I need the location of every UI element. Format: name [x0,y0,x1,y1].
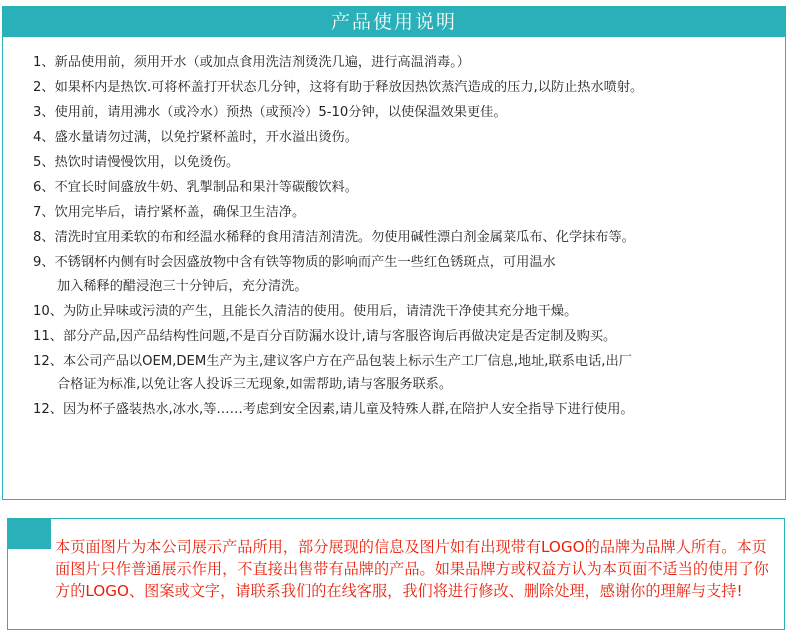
instruction-continuation: 合格证为标准,以免让客人投诉三无现象,如需帮助,请与客服务联系。 [57,377,453,392]
instruction-item: 7、饮用完毕后，请拧紧杯盖，确保卫生洁净。 [33,205,306,220]
instruction-item: 5、热饮时请慢慢饮用，以免烫伤。 [33,155,240,170]
disclaimer-box [7,518,785,630]
instruction-item: 2、如果杯内是热饮.可将杯盖打开状态几分钟，这将有助于释放因热饮蒸汽造成的压力,以防止热水喷射。 [33,80,644,95]
instruction-item: 8、清洗时宜用柔软的布和经温水稀释的食用清洁剂清洗。勿使用碱性漂白剂金属菜瓜布、化学抹布等。 [33,230,635,245]
instructions-panel [2,6,786,500]
disclaimer-accent-block [8,519,51,549]
instruction-item: 1、新品使用前，须用开水（或加点食用洗洁剂烫洗几遍，进行高温消毒。） [33,55,470,70]
instruction-item: 9、不锈钢杯内侧有时会因盛放物中含有铁等物质的影响而产生一些红色锈斑点，可用温水 加入稀释的醋浸泡三十分钟后，充分清洗。 [33,251,643,298]
instruction-item: 6、不宜长时间盛放牛奶、乳掣制品和果汁等碳酸饮料。 [33,180,358,195]
instruction-item: 11、部分产品,因产品结构性问题,不是百分百防漏水设计,请与客服咨询后再做决定是否定制及购买。 [33,328,617,344]
instruction-item: 10、为防止异味或污渍的产生，且能长久清洁的使用。使用后，请清洗干净使其充分地干燥。 [33,303,578,319]
instruction-item: 4、盛水量请勿过满，以免拧紧杯盖时，开水溢出烫伤。 [33,130,358,145]
instruction-item: 12、因为杯子盛装热水,冰水,等……考虑到安全因素,请儿童及特殊人群,在陪护人安全指导下进行使用。 [33,402,634,417]
disclaimer-text: 本页面图片为本公司展示产品所用，部分展现的信息及图片如有出现带有LOGO的品牌为品牌人所有。本页面图片只作普通展示作用，不直接出售带有品牌的产品。如果品牌方或权益方认为本页面不适当的使用了你方的LOGO、图案或文字，请联系我们的在线客服，我们将进行修改、删除处理，感谢你的理解与支持! [55,538,769,600]
instruction-item: 12、本公司产品以OEM,DEM生产为主,建议客户方在产品包装上标示生产工厂信息,地址,联系电话,出厂 合格证为标准,以免让客人投诉三无现象,如需帮助,请与客服务联系。 [33,350,643,397]
page-title: 产品使用说明 [330,11,457,33]
title-bar [3,7,785,37]
instruction-list [33,51,643,422]
instruction-item: 3、使用前，请用沸水（或冷水）预热（或预冷）5-10分钟，以使保温效果更佳。 [33,105,507,120]
instruction-continuation: 加入稀释的醋浸泡三十分钟后，充分清洗。 [57,278,308,294]
